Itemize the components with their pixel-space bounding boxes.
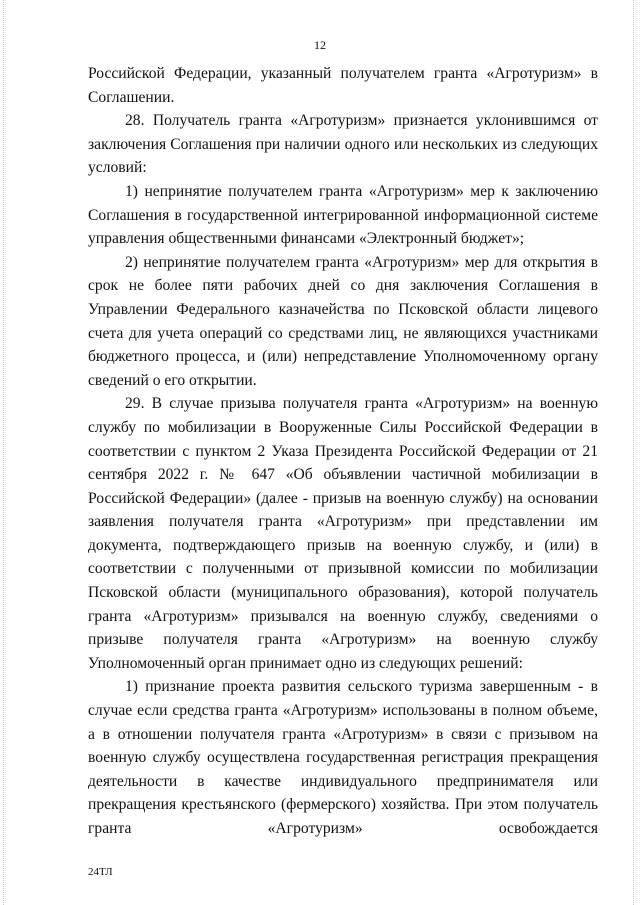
footer-document-code: 24ТЛ: [88, 866, 113, 878]
page-number: 12: [314, 38, 326, 52]
document-body: [88, 62, 598, 841]
paragraph-item-29: 29. В случае призыва получателя гранта «Агротуризм» на военную службу по мобилизации в Вооруженные Силы Российской Федерации в соответствии с пунктом 2 Указа Президента Российской Федерации от 21 сентября 2022 г. № 647 «Об объявлении частичной мобилизации в Российской Федерации» (далее - призыв на военную службу) на основании заявления получателя гранта «Агротуризм» при представлении им документа, подтверждающего призыв на военную службу, и (или) в соответствии с полученными от призывной комиссии по мобилизации Псковской области (муниципального образования), которой получатель гранта «Агротуризм» призывался на военную службу, сведениями о призыве получателя гранта «Агротуризм» на военную службу Уполномоченный орган принимает одно из следующих решений:: [88, 395, 598, 672]
paragraph-item-28-1: 1) непринятие получателем гранта «Агротуризм» мер к заключению Соглашения в государственной интегрированной информационной системе управления общественными финансами «Электронный бюджет»;: [88, 182, 598, 248]
paragraph-continuation: Российской Федерации, указанный получателем гранта «Агротуризм» в Соглашении.: [88, 65, 598, 106]
scan-edge-left: [3, 0, 5, 905]
scan-edge-right: [633, 0, 635, 905]
paragraph-item-28-2: 2) непринятие получателем гранта «Агротуризм» мер для открытия в срок не более пяти рабочих дней со дня заключения Соглашения в Управлении Федерального казначейства по Псковской области лицевого счета для учета операций со средствами лиц, не являющихся участниками бюджетного процесса, и (или) непредставление Уполномоченному органу сведений о его открытии.: [88, 253, 598, 389]
paragraph-item-29-1: 1) признание проекта развития сельского туризма завершенным - в случае если средства гранта «Агротуризм» использованы в полном объеме, а в отношении получателя гранта «Агротуризм» в связи с призывом на военную службу осуществлена государственная регистрация прекращения деятельности в качестве индивидуального предпринимателя или прекращения крестьянского (фермерского) хозяйства. При этом получатель гранта «Агротуризм» освобождается: [88, 678, 598, 837]
paragraph-item-28: 28. Получатель гранта «Агротуризм» признается уклонившимся от заключения Соглашения при наличии одного или нескольких из следующих условий:: [88, 112, 598, 177]
